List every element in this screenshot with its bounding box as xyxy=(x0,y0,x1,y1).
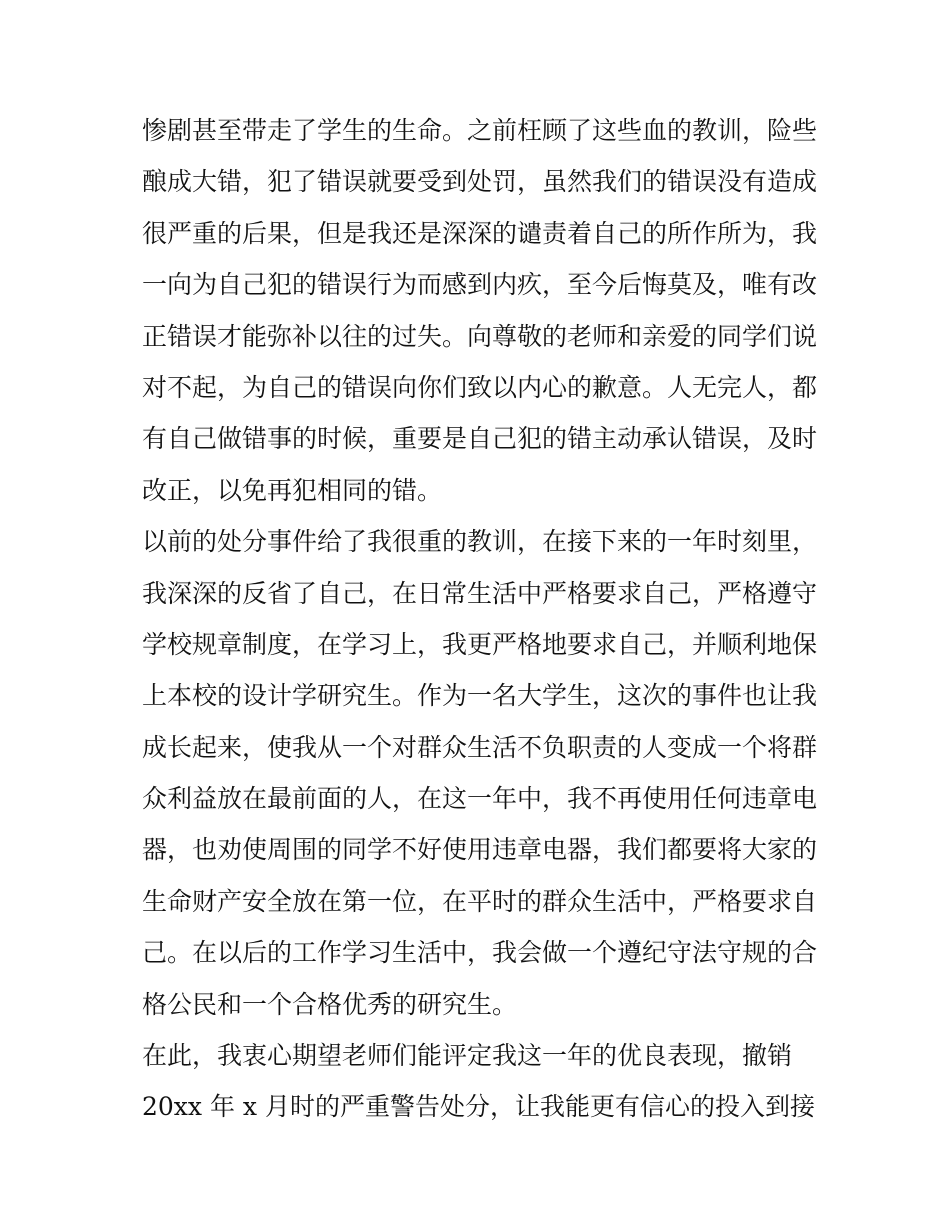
text-line: 成长起来，使我从一个对群众生活不负职责的人变成一个将群 xyxy=(142,732,818,762)
text-line: 惨剧甚至带走了学生的生命。之前枉顾了这些血的教训，险些 xyxy=(142,116,818,145)
text-line: 在此，我衷心期望老师们能评定我这一年的优良表现，撤销 xyxy=(142,1041,793,1071)
text-line: 改正，以免再犯相同的错。 xyxy=(142,475,443,505)
text-line: 我深深的反省了自己，在日常生活中严格要求自己，严格遵守 xyxy=(142,578,818,608)
text-line: 正错误才能弥补以往的过失。向尊敬的老师和亲爱的同学们说 xyxy=(142,321,818,351)
text-line: 酿成大错，犯了错误就要受到处罚，虽然我们的错误没有造成 xyxy=(142,167,818,197)
text-line: 众利益放在最前面的人，在这一年中，我不再使用任何违章电 xyxy=(142,784,818,814)
text-line: 对不起，为自己的错误向你们致以内心的歉意。人无完人，都 xyxy=(142,372,818,402)
text-line: 学校规章制度，在学习上，我更严格地要求自己，并顺利地保 xyxy=(142,629,818,659)
text-line: 己。在以后的工作学习生活中，我会做一个遵纪守法守规的合 xyxy=(142,938,818,968)
text-line: 生命财产安全放在第一位，在平时的群众生活中，严格要求自 xyxy=(142,886,818,916)
text-line: 一向为自己犯的错误行为而感到内疚，至今后悔莫及，唯有改 xyxy=(142,270,818,300)
document-body xyxy=(142,105,822,1133)
text-line: 上本校的设计学研究生。作为一名大学生，这次的事件也让我 xyxy=(142,681,818,711)
text-line: 格公民和一个合格优秀的研究生。 xyxy=(142,989,518,1019)
text-line: 以前的处分事件给了我很重的教训，在接下来的一年时刻里， xyxy=(142,527,818,557)
text-line: 很严重的后果，但是我还是深深的谴责着自己的所作所为，我 xyxy=(142,218,818,248)
text-line: 20xx 年 x 月时的严重警告处分，让我能更有信心的投入到接 xyxy=(142,1092,815,1122)
text-line: 器，也劝使周围的同学不好使用违章电器，我们都要将大家的 xyxy=(142,835,818,865)
text-line: 有自己做错事的时候，重要是自己犯的错主动承认错误，及时 xyxy=(142,424,818,454)
